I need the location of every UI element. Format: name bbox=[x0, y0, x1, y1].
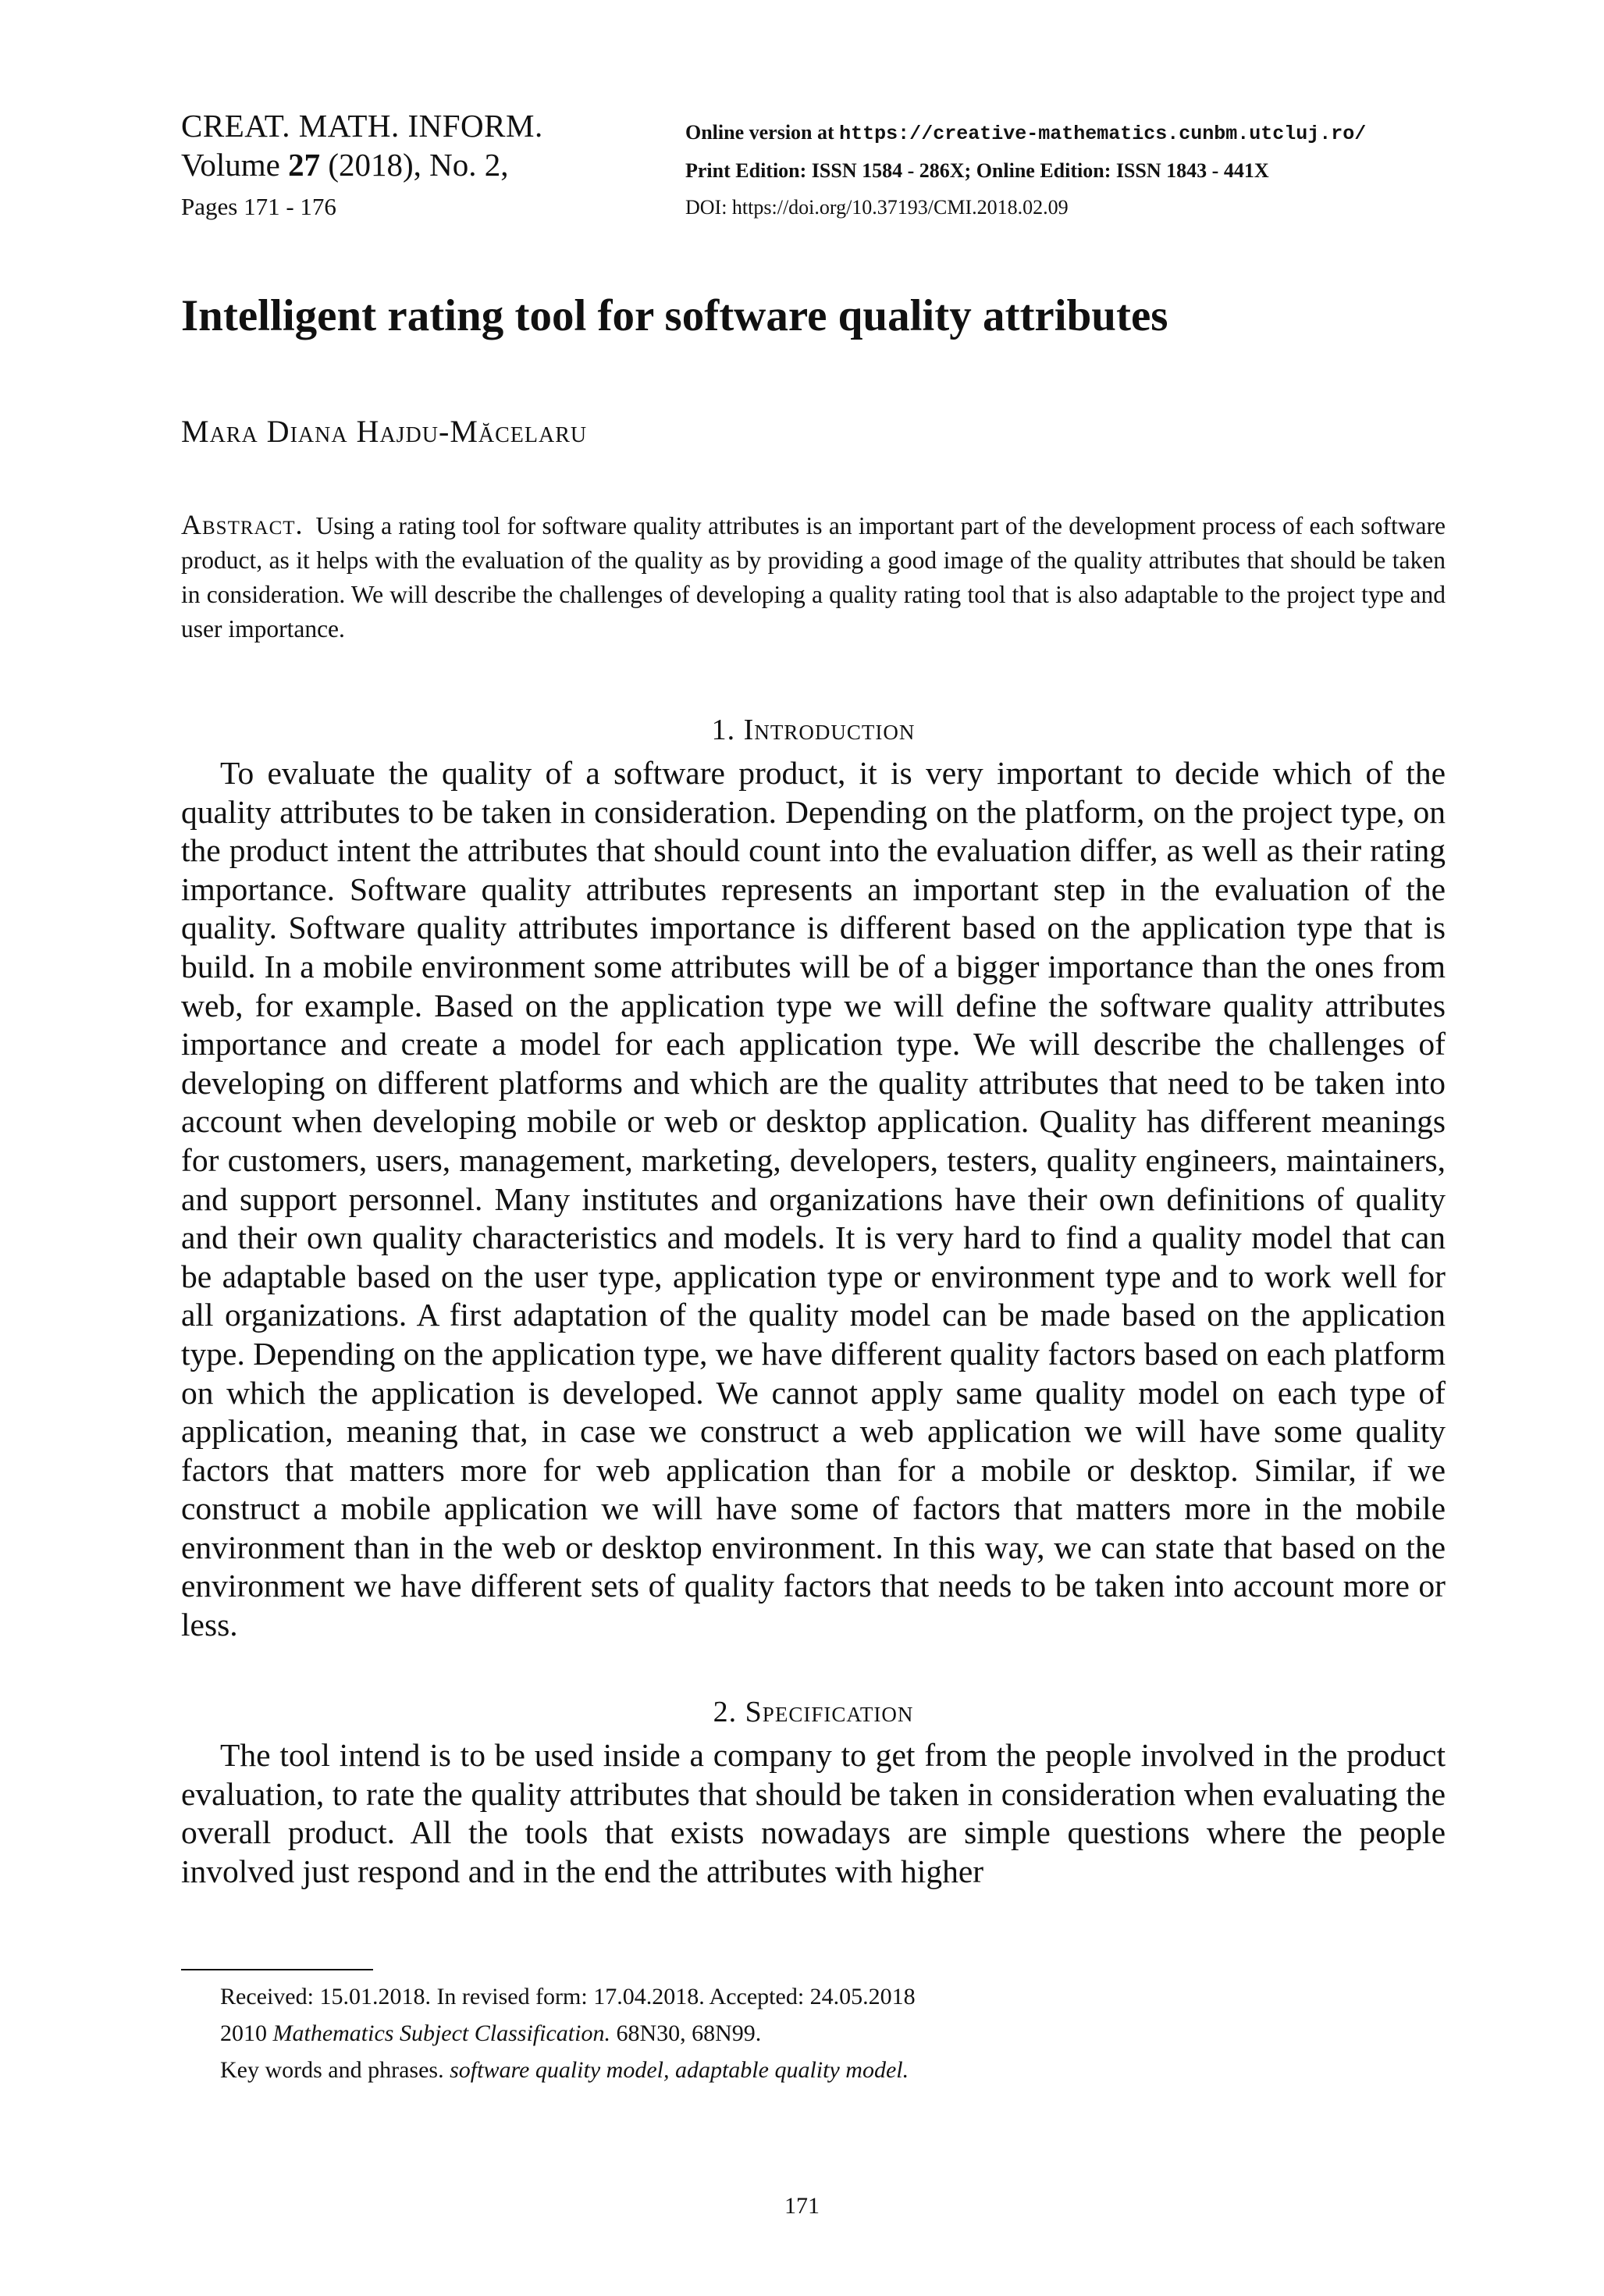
page-number: 171 bbox=[784, 2193, 820, 2219]
author-name: Mara Diana Hajdu-Măcelaru bbox=[181, 414, 588, 449]
doi-line[interactable]: DOI: https://doi.org/10.37193/CMI.2018.02.09 bbox=[685, 196, 1069, 219]
paper-title: Intelligent rating tool for software quality attributes bbox=[181, 291, 1168, 340]
abstract-label: Abstract. bbox=[181, 509, 304, 540]
abstract bbox=[181, 507, 1446, 646]
keywords-footnote: Key words and phrases. software quality model, adaptable quality model. bbox=[220, 2057, 909, 2083]
issn-line: Print Edition: ISSN 1584 - 286X; Online Edition: ISSN 1843 - 441X bbox=[685, 159, 1269, 182]
abstract-text: Using a rating tool for software quality attributes is an important part of the development process of each software product, as it helps with the evaluation of the quality as by providing a good image of the quality attributes that should be taken in consideration. We will describe the challenges of developing a quality rating tool that is also adaptable to the project type and user importance. bbox=[181, 512, 1446, 643]
footnotes bbox=[220, 1978, 1438, 2088]
section-body-introduction: To evaluate the quality of a software product, it is very important to decide which of the quality attributes to be taken in consideration. Depending on the platform, on the project type, on the product intent the attributes that should count into the evaluation differ, as well as their rating importance. Software quality attributes represents an important step in the evaluation of the quality. Software quality attributes importance is different based on the application type that is build. In a mobile environment some attributes will be of a bigger importance than the ones from web, for example. Based on the application type we will define the software quality attributes importance and create a model for each application type. We will describe the challenges of developing on different platforms and which are the quality attributes that need to be taken into account when developing mobile or web or desktop application. Quality has different meanings for customers, users, management, marketing, developers, testers, quality engineers, maintainers, and support personnel. Many institutes and organizations have their own definitions of quality and their own quality characteristics and models. It is very hard to find a quality model that can be adaptable based on the user type, application type or environment type and to work well for all organizations. A first adaptation of the quality model can be made based on the application type. Depending on the application type, we have different quality factors based on each platform on which the application is developed. We cannot apply same quality model on each type of application, meaning that, in case we construct a web application we will have some quality factors that matters more for web application than for a mobile or desktop. Similar, if we construct a mobile application we will have some of factors that matters more in the mobile environment than in the web or desktop environment. In this way, we can state that based on the environment we have different sets of quality factors that needs to be taken into account more or less. bbox=[181, 755, 1446, 1643]
journal-pages: Pages 171 - 176 bbox=[181, 193, 336, 220]
volume-number: 27 bbox=[288, 147, 321, 183]
journal-name: CREAT. MATH. INFORM. bbox=[181, 108, 543, 144]
footnote-divider bbox=[181, 1969, 373, 1970]
online-url-link[interactable]: https://creative-mathematics.cunbm.utcluj.ro/ bbox=[839, 123, 1367, 145]
section-heading-specification: 2. Specification bbox=[713, 1696, 914, 1728]
online-version: Online version at https://creative-mathematics.cunbm.utcluj.ro/ bbox=[685, 121, 1367, 145]
journal-volume: Volume 27 (2018), No. 2, bbox=[181, 147, 509, 183]
section-body-specification: The tool intend is to be used inside a company to get from the people involved in the product evaluation, to rate the quality attributes that should be taken in consideration when evaluating the overall product. All the tools that exists nowadays are simple questions where the people involved just respond and in the end the attributes with higher bbox=[181, 1737, 1446, 1889]
section-heading-introduction: 1. Introduction bbox=[711, 714, 916, 746]
journal-info bbox=[181, 106, 665, 225]
dates-footnote: Received: 15.01.2018. In revised form: 17.04.2018. Accepted: 24.05.2018 bbox=[220, 1984, 916, 2009]
publication-info bbox=[685, 114, 1466, 226]
msc-footnote: 2010 Mathematics Subject Classification. 68N30, 68N99. bbox=[220, 2020, 762, 2046]
